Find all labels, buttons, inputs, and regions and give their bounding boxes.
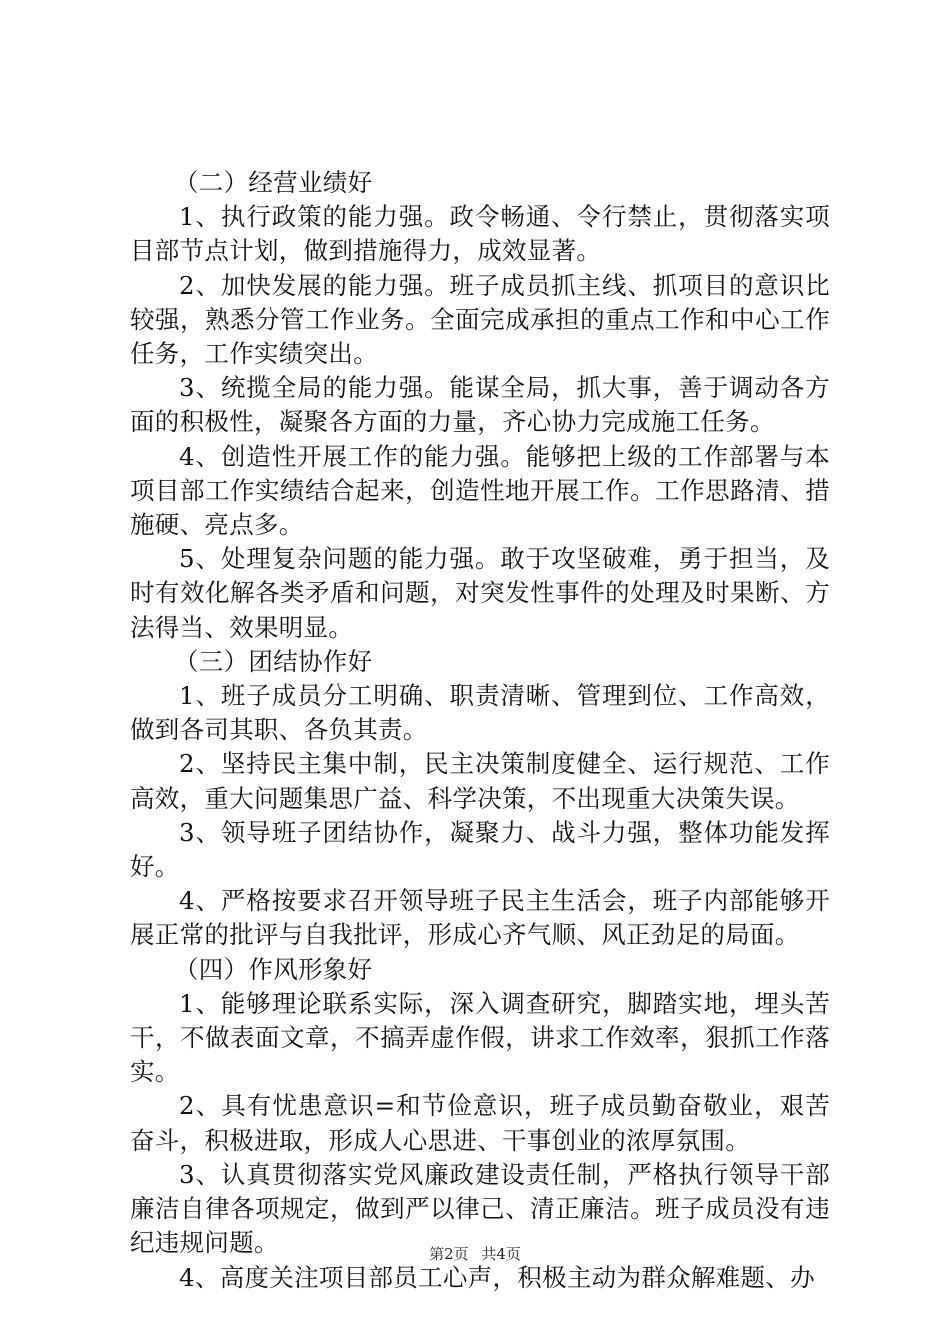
- paragraph: 5、处理复杂问题的能力强。敢于攻坚破难，勇于担当，及时有效化解各类矛盾和问题，对突发性事件的处理及时果断、方法得当、效果明显。: [130, 544, 830, 642]
- page-total: 共4页: [481, 1245, 521, 1263]
- section-heading: （二）经营业绩好: [174, 168, 373, 197]
- section-heading: （四）作风形象好: [174, 954, 373, 984]
- paragraph: 3、统揽全局的能力强。能谋全局，抓大事，善于调动各方面的积极性，凝聚各方面的力量，齐心协力完成施工任务。: [130, 373, 830, 437]
- paragraph: 1、能够理论联系实际，深入调查研究，脚踏实地，埋头苦干，不做表面文章，不搞弄虚作假，讲求工作效率，狠抓工作落实。: [130, 988, 830, 1087]
- paragraph: 4、创造性开展工作的能力强。能够把上级的工作部署与本项目部工作实绩结合起来，创造性地开展工作。工作思路清、措施硬、亮点多。: [130, 441, 830, 540]
- paragraph: 4、高度关注项目部员工心声，积极主动为群众解难题、办: [179, 1262, 815, 1292]
- document-body: [130, 166, 830, 1295]
- paragraph: 2、具有忧患意识=和节俭意识，班子成员勤奋敬业，艰苦奋斗，积极进取，形成人心思进、干事创业的浓厚氛围。: [130, 1091, 830, 1155]
- page-number: 第2页: [429, 1245, 469, 1263]
- paragraph: 1、执行政策的能力强。政令畅通、令行禁止，贯彻落实项目部节点计划，做到措施得力，成效显著。: [130, 202, 830, 266]
- paragraph: 4、严格按要求召开领导班子民主生活会，班子内部能够开展正常的批评与自我批评，形成心齐气顺、风正劲足的局面。: [130, 886, 830, 950]
- page-footer: [0, 1243, 950, 1264]
- paragraph: 3、认真贯彻落实党风廉政建设责任制，严格执行领导干部廉洁自律各项规定，做到严以律己、清正廉洁。班子成员没有违纪违规问题。: [130, 1159, 830, 1258]
- paragraph: 1、班子成员分工明确、职责清晰、管理到位、工作高效，做到各司其职、各负其责。: [130, 681, 830, 745]
- paragraph: 2、坚持民主集中制，民主决策制度健全、运行规范、工作高效，重大问题集思广益、科学决策，不出现重大决策失误。: [130, 749, 830, 813]
- paragraph: 3、领导班子团结协作，凝聚力、战斗力强，整体功能发挥好。: [130, 817, 830, 882]
- paragraph: 2、加快发展的能力强。班子成员抓主线、抓项目的意识比较强，熟悉分管工作业务。全面完成承担的重点工作和中心工作任务，工作实绩突出。: [130, 270, 830, 369]
- section-heading: （三）团结协作好: [174, 646, 373, 676]
